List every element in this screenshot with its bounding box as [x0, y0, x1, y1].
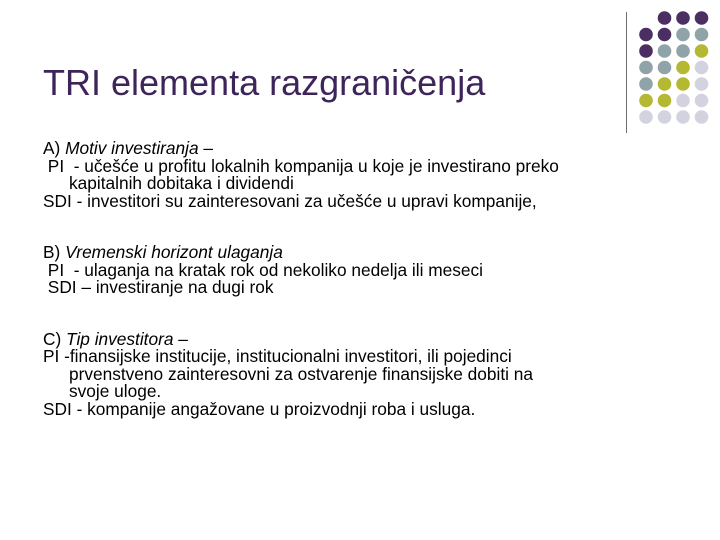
section-c-heading: C) Tip investitora – — [43, 328, 188, 349]
decorative-dot — [658, 77, 672, 91]
section-c-line: svoje uloge. — [69, 381, 162, 401]
decorative-dot — [639, 61, 653, 75]
slide-title: TRI elementa razgraničenja — [43, 62, 486, 103]
section-b-line: SDI – investiranje na dugi rok — [43, 277, 274, 297]
section-c-line: SDI - kompanije angažovane u proizvodnji roba i usluga. — [43, 398, 476, 419]
section-a-line: SDI - investitori su zainteresovani za učešće u upravi kompanije, — [43, 190, 537, 211]
decorative-dot — [658, 61, 672, 75]
decorative-dot — [639, 110, 653, 124]
section-a-line: PI - učešće u profitu lokalnih kompanija u koje je investirano preko — [43, 155, 559, 176]
decorative-dot — [676, 28, 690, 42]
decorative-dot — [676, 77, 690, 91]
decorative-dot — [639, 77, 653, 91]
section-c-line: prvenstveno zainteresovni za ostvarenje finansijske dobiti na — [69, 363, 533, 384]
decorative-dot — [676, 44, 690, 58]
section-b-line: PI - ulaganja na kratak rok od nekoliko nedelja ili meseci — [43, 259, 483, 280]
decorative-dot — [695, 110, 709, 124]
decorative-dot — [695, 77, 709, 91]
decorative-dot — [695, 11, 709, 25]
section-a-heading: A) Motiv investiranja – — [43, 138, 214, 158]
decorative-dot — [676, 110, 690, 124]
decorative-dot — [658, 11, 672, 25]
decorative-dot — [695, 61, 709, 75]
decorative-dot — [639, 28, 653, 42]
decorative-dot — [695, 28, 709, 42]
decorative-dot — [676, 11, 690, 25]
decorative-dot — [676, 94, 690, 108]
decorative-dot — [639, 94, 653, 108]
slide-body — [43, 140, 713, 418]
decorative-dot — [639, 44, 653, 58]
decorative-dot — [658, 28, 672, 42]
decorative-dot — [695, 94, 709, 108]
decorative-dot — [658, 94, 672, 108]
section-c-line: PI -finansijske institucije, institucionalni investitori, ili pojedinci — [43, 346, 512, 366]
decorative-dot — [695, 44, 709, 58]
vertical-divider — [626, 12, 627, 133]
decorative-dot — [658, 44, 672, 58]
decorative-dot — [658, 110, 672, 124]
section-a-line: kapitalnih dobitaka i dividendi — [69, 173, 294, 193]
decorative-dot — [676, 61, 690, 75]
section-b-heading: B) Vremenski horizont ulaganja — [43, 242, 283, 262]
